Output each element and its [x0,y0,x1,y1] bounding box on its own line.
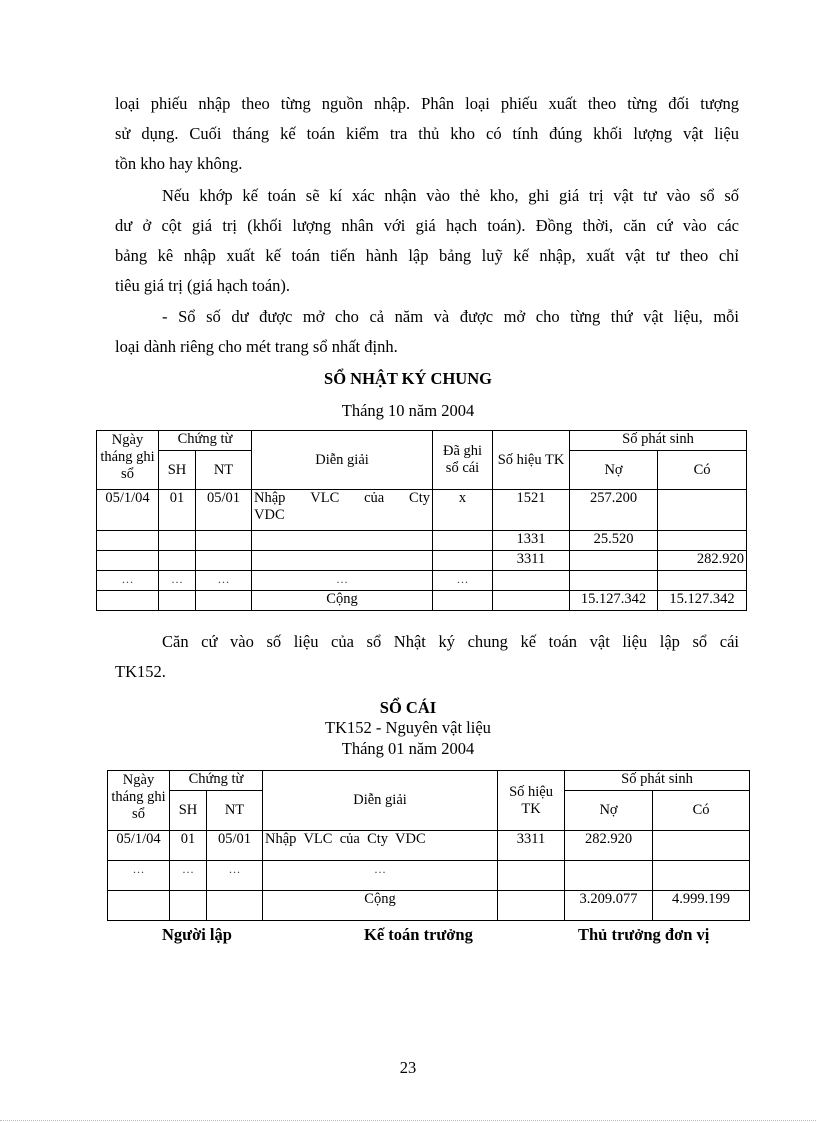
cell-nt: … [196,571,252,591]
cell-date: … [97,571,159,591]
total-label: Cộng [252,591,433,611]
header-arising: Số phát sinh [565,771,750,791]
desc-word: VDC [395,831,426,847]
total-debit: 3.209.077 [565,891,653,921]
desc-word: Cty [409,490,430,506]
signature-head-of-unit: Thủ trưởng đơn vị [578,925,710,944]
header-date: Ngày tháng ghi sổ [97,431,159,490]
text-line: TK152. [115,662,166,681]
journal-subtitle: Tháng 10 năm 2004 [341,401,475,420]
description-line-2: VDC [254,507,285,523]
header-account: Số hiệu TK [498,771,565,831]
cell-debit [570,551,658,571]
desc-word: của [364,490,385,506]
cell-account: 1331 [493,531,570,551]
header-debit: Nợ [565,791,653,831]
desc-word: VLC [310,490,340,506]
cell-account: 3311 [493,551,570,571]
desc-word: Nhập [254,490,286,506]
cell-credit [653,831,750,861]
paragraph-3 [115,302,739,362]
header-date: Ngày tháng ghi sổ [108,771,170,831]
text-line: bảng kê nhập xuất kế toán tiến hành lập bảng luỹ kế nhập, xuất vật tư theo chỉ [115,246,739,265]
cell-posted: x [433,490,493,531]
header-voucher: Chứng từ [170,771,263,791]
desc-word: Nhập [265,831,297,847]
cell-credit: 282.920 [658,551,747,571]
header-nt: NT [207,791,263,831]
header-description: Diễn giải [263,771,498,831]
cell-debit: 25.520 [570,531,658,551]
ledger-subtitle-month: Tháng 01 năm 2004 [341,739,475,758]
text-line: Căn cứ vào số liệu của sổ Nhật ký chung kế toán vật liệu lập sổ cái [162,632,739,651]
total-row [108,891,750,921]
ledger-subtitle-account: TK152 - Nguyên vật liệu [325,718,491,737]
cell-sh: 01 [159,490,196,531]
ledger-title: SỔ CÁI [379,698,437,717]
cell-credit [658,531,747,551]
header-arising: Số phát sinh [570,431,747,451]
cell-date: 05/1/04 [97,490,159,531]
cell-account: 3311 [498,831,565,861]
header-nt: NT [196,451,252,490]
paragraph-1 [115,89,739,179]
table-row [97,551,747,571]
signature-preparer: Người lập [162,925,232,944]
text-line: - Sổ số dư được mở cho cả năm và được mở cho từng thứ vật liệu, mỗi [162,307,739,326]
cell-date: … [108,861,170,891]
header-voucher: Chứng từ [159,431,252,451]
cell-debit: 257.200 [570,490,658,531]
cell-description: … [252,571,433,591]
text-line: loại phiếu nhập theo từng nguồn nhập. Phân loại phiếu xuất theo từng đối tượng [115,94,739,113]
description-line [254,490,430,507]
text-line: tồn kho hay không. [115,154,243,173]
cell-description: … [263,861,498,891]
text-line: Nếu khớp kế toán sẽ kí xác nhận vào thẻ kho, ghi giá trị vật tư vào sổ số [162,186,739,205]
desc-word: Cty [367,831,389,847]
header-credit: Có [658,451,747,490]
header-sh: SH [170,791,207,831]
cell-posted: … [433,571,493,591]
cell-nt: … [207,861,263,891]
cell-description [263,831,498,861]
table-row [108,831,750,861]
desc-word: VLC [303,831,333,847]
header-description: Diễn giải [252,431,433,490]
cell-date: 05/1/04 [108,831,170,861]
table-row [97,490,747,531]
cell-debit: 282.920 [565,831,653,861]
journal-table [96,430,747,611]
text-line: sử dụng. Cuối tháng kế toán kiểm tra thủ kho có tính đúng khối lượng vật liệu [115,124,739,143]
journal-title: SỔ NHẬT KÝ CHUNG [324,369,492,388]
cell-sh: 01 [170,831,207,861]
total-debit: 15.127.342 [570,591,658,611]
table-row [97,571,747,591]
cell-credit [658,490,747,531]
cell-nt: 05/01 [207,831,263,861]
table-row [108,861,750,891]
page-bottom-rule [0,1120,816,1121]
total-credit: 4.999.199 [653,891,750,921]
header-sh: SH [159,451,196,490]
page-number: 23 [399,1058,417,1077]
table-row [97,531,747,551]
cell-account: 1521 [493,490,570,531]
text-line: loại dành riêng cho mét trang sổ nhất định. [115,337,398,356]
ledger-table [107,770,750,921]
cell-nt: 05/01 [196,490,252,531]
desc-word: của [339,831,360,847]
header-posted: Đã ghi sổ cái [433,431,493,490]
total-row [97,591,747,611]
cell-sh: … [159,571,196,591]
paragraph-2 [115,181,739,301]
cell-sh: … [170,861,207,891]
cell-description [252,490,433,531]
header-account: Số hiệu TK [493,431,570,490]
total-credit: 15.127.342 [658,591,747,611]
text-line: dư ở cột giá trị (khối lượng nhân với giá hạch toán). Đồng thời, căn cứ vào các [115,216,739,235]
header-credit: Có [653,791,750,831]
paragraph-4 [115,627,739,687]
total-label: Cộng [263,891,498,921]
signature-chief-accountant: Kế toán trưởng [364,925,473,944]
header-debit: Nợ [570,451,658,490]
text-line: tiêu giá trị (giá hạch toán). [115,276,291,295]
